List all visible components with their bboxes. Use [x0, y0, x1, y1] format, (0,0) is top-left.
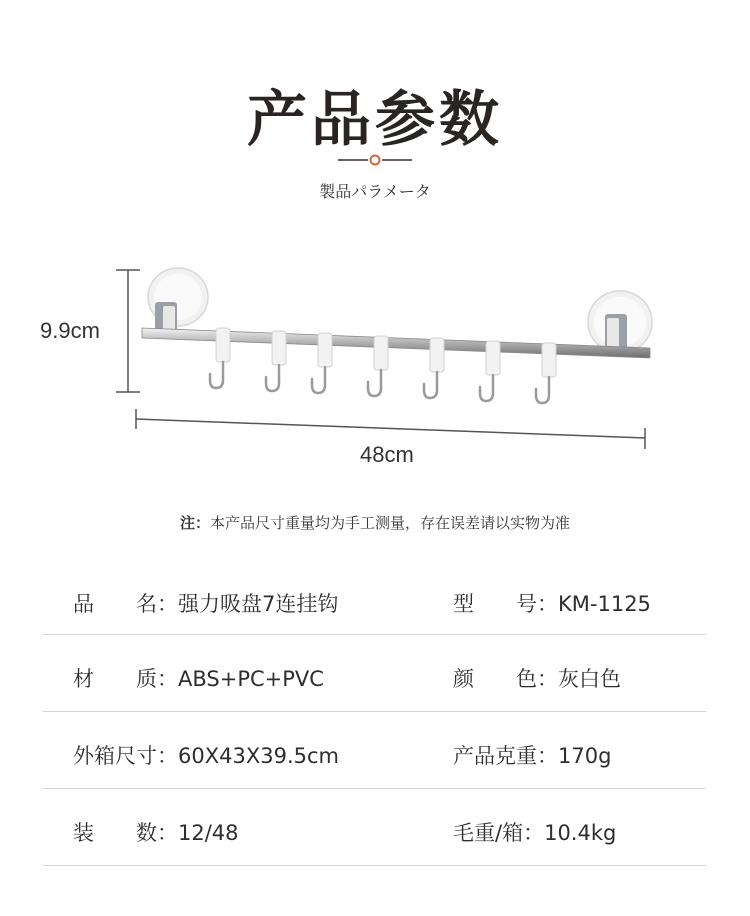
page-subtitle: 製品パラメータ: [319, 182, 431, 201]
spec-left: [73, 740, 339, 770]
spec-value: 10.4kg: [544, 821, 617, 845]
spec-label: 毛重/箱：: [453, 821, 545, 845]
left-suction-cup: [148, 268, 208, 338]
spec-right: [453, 588, 651, 618]
spec-left: [73, 663, 324, 693]
title-divider-ornament: [338, 153, 412, 167]
spec-value: 12/48: [178, 821, 239, 845]
spec-value: KM-1125: [558, 592, 651, 616]
spec-label: 装 数：: [73, 821, 178, 845]
spec-left: [73, 588, 338, 618]
note-text: 本产品尺寸重量均为手工测量，存在误差请以实物为准: [210, 514, 571, 532]
spec-value: ABS+PC+PVC: [178, 667, 324, 691]
spec-label: 产品克重：: [453, 744, 558, 768]
spec-table: [43, 560, 706, 866]
measurement-note: [0, 512, 750, 533]
spec-row: [43, 560, 706, 635]
spec-value: 强力吸盘7连挂钩: [178, 592, 339, 616]
spec-row: [43, 789, 706, 866]
spec-value: 60X43X39.5cm: [178, 744, 339, 768]
spec-label: 型 号：: [453, 592, 558, 616]
page-title: 产品参数: [247, 85, 503, 155]
spec-right: [453, 740, 611, 770]
note-prefix: 注：: [179, 514, 210, 532]
spec-right: [453, 663, 621, 693]
spec-label: 材 质：: [73, 667, 178, 691]
spec-label: 品 名：: [73, 592, 178, 616]
spec-left: [73, 817, 239, 847]
height-dimension-label: 9.9cm: [40, 318, 100, 343]
spec-row: [43, 712, 706, 789]
spec-row: [43, 635, 706, 712]
spec-right: [453, 817, 616, 847]
product-illustration: [30, 262, 720, 462]
width-dimension-label: 48cm: [360, 442, 414, 467]
spec-value: 170g: [558, 744, 612, 768]
spec-value: 灰白色: [558, 667, 621, 691]
spec-label: 颜 色：: [453, 667, 558, 691]
height-dimension-line: [116, 270, 140, 392]
spec-label: 外箱尺寸：: [73, 744, 178, 768]
